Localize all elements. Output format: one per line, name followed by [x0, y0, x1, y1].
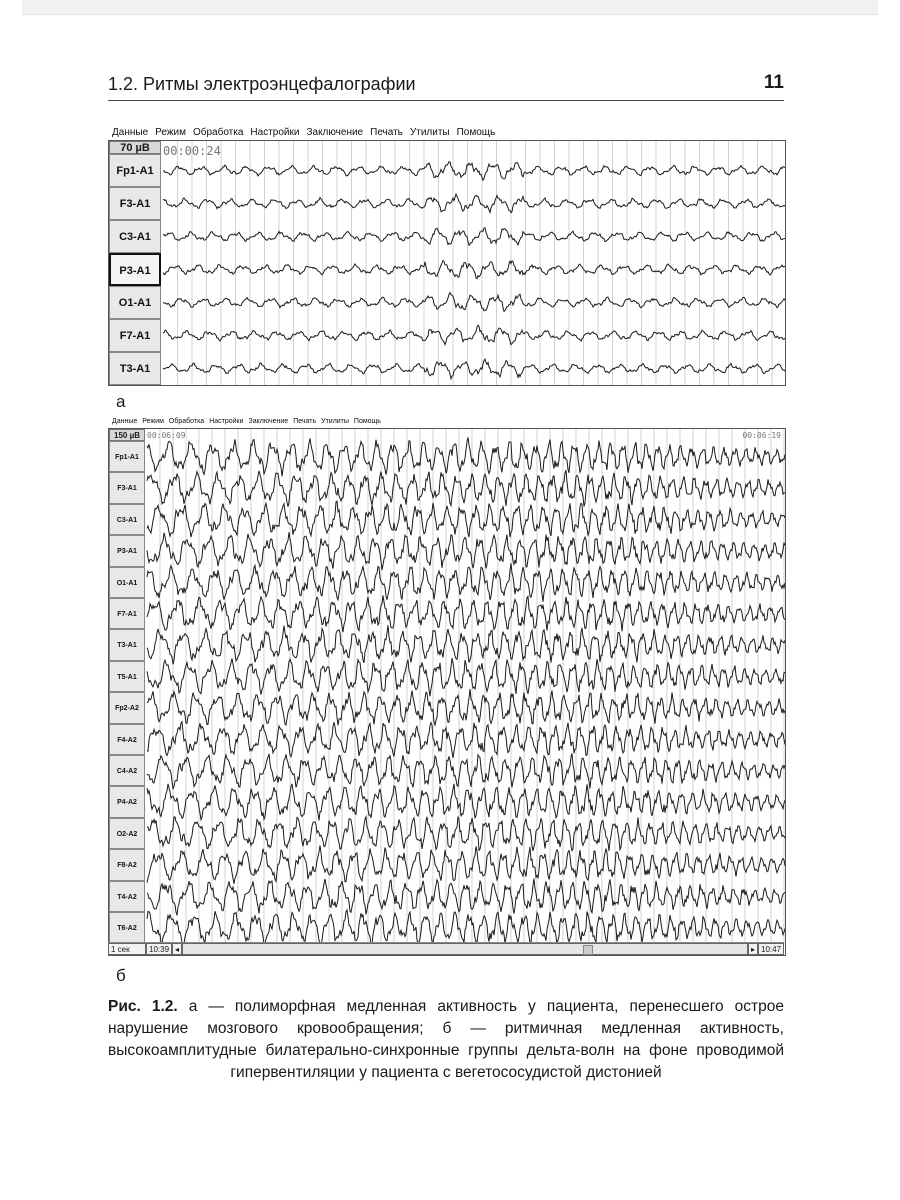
b-trace-t3-a1	[147, 625, 785, 664]
a-trace-p3-a1	[163, 261, 785, 279]
b-trace-f4-a2	[147, 722, 785, 758]
channel-button-t5-a1[interactable]: T5-A1	[109, 661, 145, 692]
channel-button-c3-a1[interactable]: C3-A1	[109, 220, 161, 253]
b-menu-item-6[interactable]: Утилиты	[321, 418, 349, 425]
running-header	[108, 70, 784, 100]
scroll-right-arrow[interactable]: ▸	[748, 943, 758, 955]
b-trace-p3-a1	[147, 532, 785, 570]
b-menu-item-5[interactable]: Печать	[293, 418, 317, 425]
channel-button-fp1-a1[interactable]: Fp1-A1	[109, 441, 145, 472]
eeg-panel-a	[108, 140, 786, 386]
b-trace-f8-a2	[147, 845, 785, 883]
channel-button-p3-a1[interactable]: P3-A1	[109, 253, 161, 286]
channel-button-f8-a2[interactable]: F8-A2	[109, 849, 145, 880]
eeg-traces-a	[109, 141, 785, 385]
channel-button-p4-a2[interactable]: P4-A2	[109, 786, 145, 817]
a-menu-item-0[interactable]: Данные	[112, 127, 149, 138]
header-title: 1.2. Ритмы электроэнцефалографии	[108, 74, 416, 94]
figure-caption	[108, 996, 784, 1084]
channel-button-f3-a1[interactable]: F3-A1	[109, 472, 145, 503]
a-menu-item-2[interactable]: Обработка	[192, 127, 244, 138]
b-menu-item-7[interactable]: Помощь	[353, 418, 381, 425]
b-trace-fp1-a1	[147, 438, 785, 477]
b-trace-o2-a2	[147, 817, 785, 852]
channel-button-t4-a2[interactable]: T4-A2	[109, 881, 145, 912]
header-rule	[108, 100, 784, 101]
time-label-a: 00:00:24	[163, 144, 221, 158]
b-trace-fp2-a2	[147, 689, 785, 725]
caption-label: Рис. 1.2.	[108, 998, 178, 1015]
eeg-menu-bar-a	[112, 127, 502, 138]
a-menu-item-6[interactable]: Утилиты	[409, 127, 450, 138]
a-trace-f7-a1	[163, 325, 785, 345]
channel-button-c3-a1[interactable]: C3-A1	[109, 504, 145, 535]
channel-button-fp2-a2[interactable]: Fp2-A2	[109, 692, 145, 723]
channel-button-t3-a1[interactable]: T3-A1	[109, 629, 145, 660]
channel-button-f3-a1[interactable]: F3-A1	[109, 187, 161, 220]
a-menu-item-4[interactable]: Заключение	[306, 127, 364, 138]
b-trace-c3-a1	[147, 501, 785, 537]
scroll-thumb[interactable]	[583, 945, 593, 955]
b-menu-item-4[interactable]: Заключение	[248, 418, 289, 425]
timebase-field: 1 сек	[108, 943, 146, 955]
a-trace-f3-a1	[163, 194, 785, 213]
b-trace-f7-a1	[147, 595, 785, 632]
scroll-left-arrow[interactable]: ◂	[172, 943, 182, 955]
a-trace-o1-a1	[163, 293, 785, 312]
a-menu-item-3[interactable]: Настройки	[250, 127, 300, 138]
page-number: 11	[763, 72, 784, 93]
page-top-edge	[22, 0, 878, 15]
b-trace-p4-a2	[147, 784, 785, 821]
clock-left: 10:39	[146, 943, 172, 955]
channel-button-t6-a2[interactable]: T6-A2	[109, 912, 145, 943]
eeg-panel-b	[108, 428, 786, 956]
b-trace-t5-a1	[147, 658, 785, 696]
channel-button-f4-a2[interactable]: F4-A2	[109, 724, 145, 755]
eeg-status-bar	[108, 942, 784, 955]
caption-text: а — полиморфная медленная активность у пациента, перенесшего острое нарушение мозгового кровообращения; б — ритмичная медленная активность, высокоамплитудные билатерально-синхронные группы дельта-волн на фоне проводимой гипервентиляции у пациента с вегетососудистой дистонией	[108, 998, 784, 1081]
b-trace-t6-a2	[147, 910, 785, 943]
eeg-traces-b	[109, 429, 785, 943]
a-trace-fp1-a1	[163, 162, 785, 180]
b-menu-item-3[interactable]: Настройки	[209, 418, 244, 425]
b-menu-item-2[interactable]: Обработка	[168, 418, 205, 425]
a-menu-item-7[interactable]: Помощь	[456, 127, 496, 138]
figure-sublabel-b: б	[116, 966, 126, 985]
channel-button-fp1-a1[interactable]: Fp1-A1	[109, 154, 161, 187]
b-trace-c4-a2	[147, 753, 785, 788]
a-trace-t3-a1	[163, 359, 785, 379]
b-menu-item-0[interactable]: Данные	[112, 418, 138, 425]
a-menu-item-5[interactable]: Печать	[370, 127, 403, 138]
channel-button-t3-a1[interactable]: T3-A1	[109, 352, 161, 385]
clock-right: 10:47	[758, 943, 784, 955]
channel-button-p3-a1[interactable]: P3-A1	[109, 535, 145, 566]
channel-button-o1-a1[interactable]: O1-A1	[109, 567, 145, 598]
b-menu-item-1[interactable]: Режим	[142, 418, 164, 425]
channel-button-f7-a1[interactable]: F7-A1	[109, 319, 161, 352]
a-menu-item-1[interactable]: Режим	[155, 127, 186, 138]
channel-button-f7-a1[interactable]: F7-A1	[109, 598, 145, 629]
sensitivity-label[interactable]: 70 µВ	[109, 141, 161, 154]
channel-button-c4-a2[interactable]: C4-A2	[109, 755, 145, 786]
a-trace-c3-a1	[163, 228, 785, 246]
channel-button-o1-a1[interactable]: O1-A1	[109, 286, 161, 319]
b-trace-o1-a1	[147, 563, 785, 602]
b-trace-t4-a2	[147, 879, 785, 916]
sensitivity-label[interactable]: 150 µВ	[109, 429, 145, 441]
channel-button-o2-a2[interactable]: O2-A2	[109, 818, 145, 849]
figure-sublabel-a: а	[116, 392, 126, 411]
eeg-menu-bar-b	[112, 418, 386, 425]
time-start-b: 00:06:09	[147, 431, 186, 440]
b-trace-f3-a1	[147, 470, 785, 507]
horizontal-scrollbar[interactable]	[182, 943, 748, 955]
time-end-b: 00:06:19	[742, 431, 781, 440]
